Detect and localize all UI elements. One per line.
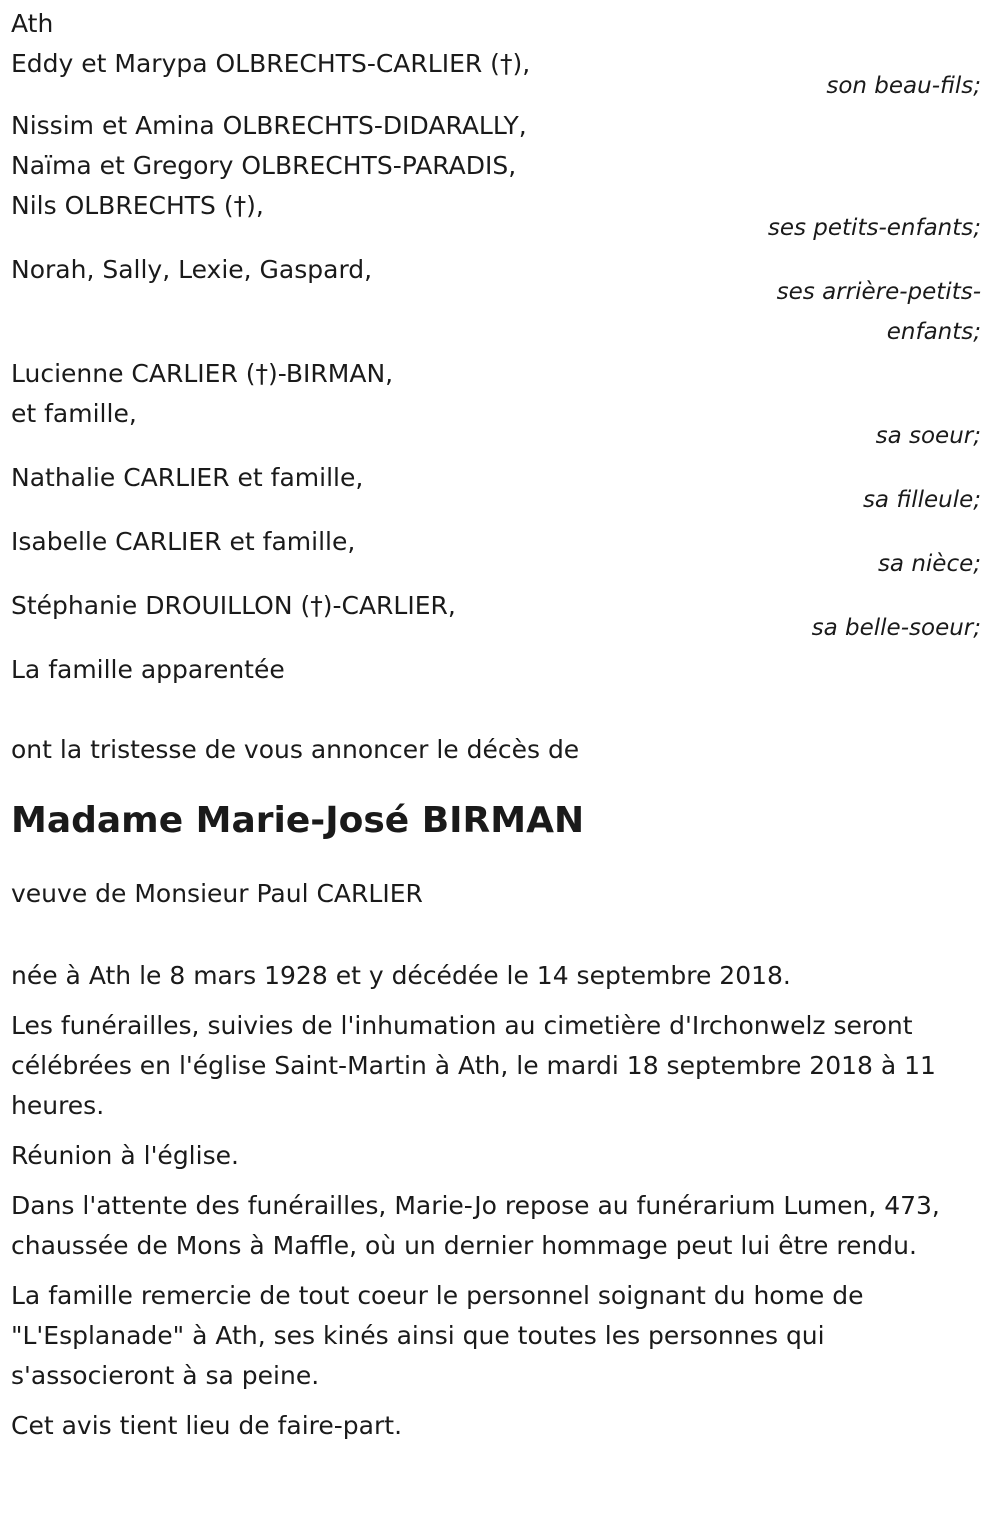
family-line: Naïma et Gregory OLBRECHTS-PARADIS,: [11, 151, 517, 180]
family-line: Stéphanie DROUILLON (†)-CARLIER,: [11, 591, 456, 620]
relation-label: ses arrière-petits-enfants;: [776, 279, 981, 345]
related-family-text: La famille apparentée: [11, 655, 285, 684]
family-line: et famille,: [11, 399, 137, 428]
family-entry: [11, 586, 990, 648]
widow-of-text: veuve de Monsieur Paul CARLIER: [11, 879, 423, 908]
funeral-text: Les funérailles, suivies de l'inhumation au cimetière d'Irchonwelz seront célébrées en l'église Saint-Martin à Ath, le mardi 18 septembre 2018 à 11 heures.: [11, 1011, 936, 1120]
notice-text: Cet avis tient lieu de faire-part.: [11, 1411, 403, 1440]
thanks-text: La famille remercie de tout coeur le personnel soignant du home de "L'Esplanade" à Ath, ses kinés ainsi que toutes les personnes qui s'associeront à sa peine.: [11, 1281, 864, 1390]
relation-label: ses petits-enfants;: [767, 215, 981, 241]
family-line: Isabelle CARLIER et famille,: [11, 527, 356, 556]
relation-label: sa nièce;: [877, 551, 981, 577]
family-entry: [11, 106, 990, 248]
relation-label: son beau-fils;: [826, 73, 981, 99]
relation-label: sa belle-soeur;: [811, 615, 981, 641]
birth-death-text: née à Ath le 8 mars 1928 et y décédée le 14 septembre 2018.: [11, 961, 791, 990]
family-line: Nils OLBRECHTS (†),: [11, 191, 264, 220]
family-entry: [11, 354, 990, 456]
family-entry: [11, 44, 990, 106]
family-line: Eddy et Marypa OLBRECHTS-CARLIER (†),: [11, 49, 531, 78]
family-entry: [11, 250, 990, 352]
place-label: Ath: [11, 9, 54, 38]
relation-label: sa filleule;: [862, 487, 981, 513]
family-line: Nissim et Amina OLBRECHTS-DIDARALLY,: [11, 111, 527, 140]
family-entry: [11, 522, 990, 584]
rest-text: Dans l'attente des funérailles, Marie-Jo repose au funérarium Lumen, 473, chaussée de Mons à Maffle, où un dernier hommage peut lui être rendu.: [11, 1191, 940, 1260]
meeting-text: Réunion à l'église.: [11, 1141, 239, 1170]
deceased-name: Madame Marie-José BIRMAN: [11, 800, 585, 841]
family-entry: [11, 458, 990, 520]
relation-label: sa soeur;: [875, 423, 981, 449]
family-line: Lucienne CARLIER (†)-BIRMAN,: [11, 359, 394, 388]
family-line: Norah, Sally, Lexie, Gaspard,: [11, 255, 373, 284]
family-line: Nathalie CARLIER et famille,: [11, 463, 364, 492]
announcement-text: ont la tristesse de vous annoncer le décès de: [11, 735, 580, 764]
